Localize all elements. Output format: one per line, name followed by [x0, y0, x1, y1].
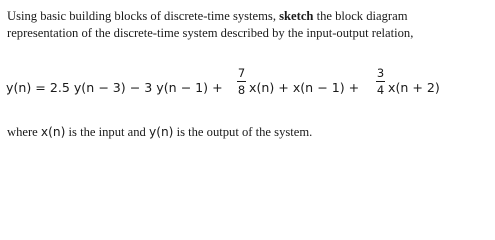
fraction-bar — [237, 81, 246, 82]
fraction-seven-eighths — [237, 67, 246, 97]
intro-text: Using basic building blocks of discrete-time systems, — [7, 9, 280, 23]
footer-where: where — [7, 125, 41, 139]
fraction-three-quarters — [376, 67, 385, 97]
fraction-bar — [376, 81, 385, 82]
problem-footer — [7, 124, 312, 140]
fraction-numerator: 3 — [376, 66, 385, 80]
intro-text-end: the block diagram — [313, 9, 408, 23]
fraction-denominator: 4 — [376, 83, 385, 97]
footer-output-text: is the output of the system. — [173, 125, 313, 139]
problem-statement-line-2: representation of the discrete-time system described by the input-output relation, — [7, 26, 414, 40]
equation-lhs: y(n) = 2.5 y(n − 3) − 3 y(n − 1) + — [6, 80, 223, 95]
footer-input-text: is the input and — [65, 125, 149, 139]
equation-middle: x(n) + x(n − 1) + — [249, 80, 360, 95]
fraction-denominator: 8 — [237, 83, 246, 97]
fraction-numerator: 7 — [237, 66, 246, 80]
sketch-keyword: sketch — [279, 9, 314, 23]
problem-statement-line-1 — [7, 8, 408, 24]
equation-end: x(n + 2) — [388, 80, 440, 95]
input-symbol: x(n) — [40, 125, 66, 139]
output-symbol: y(n) — [148, 125, 174, 139]
